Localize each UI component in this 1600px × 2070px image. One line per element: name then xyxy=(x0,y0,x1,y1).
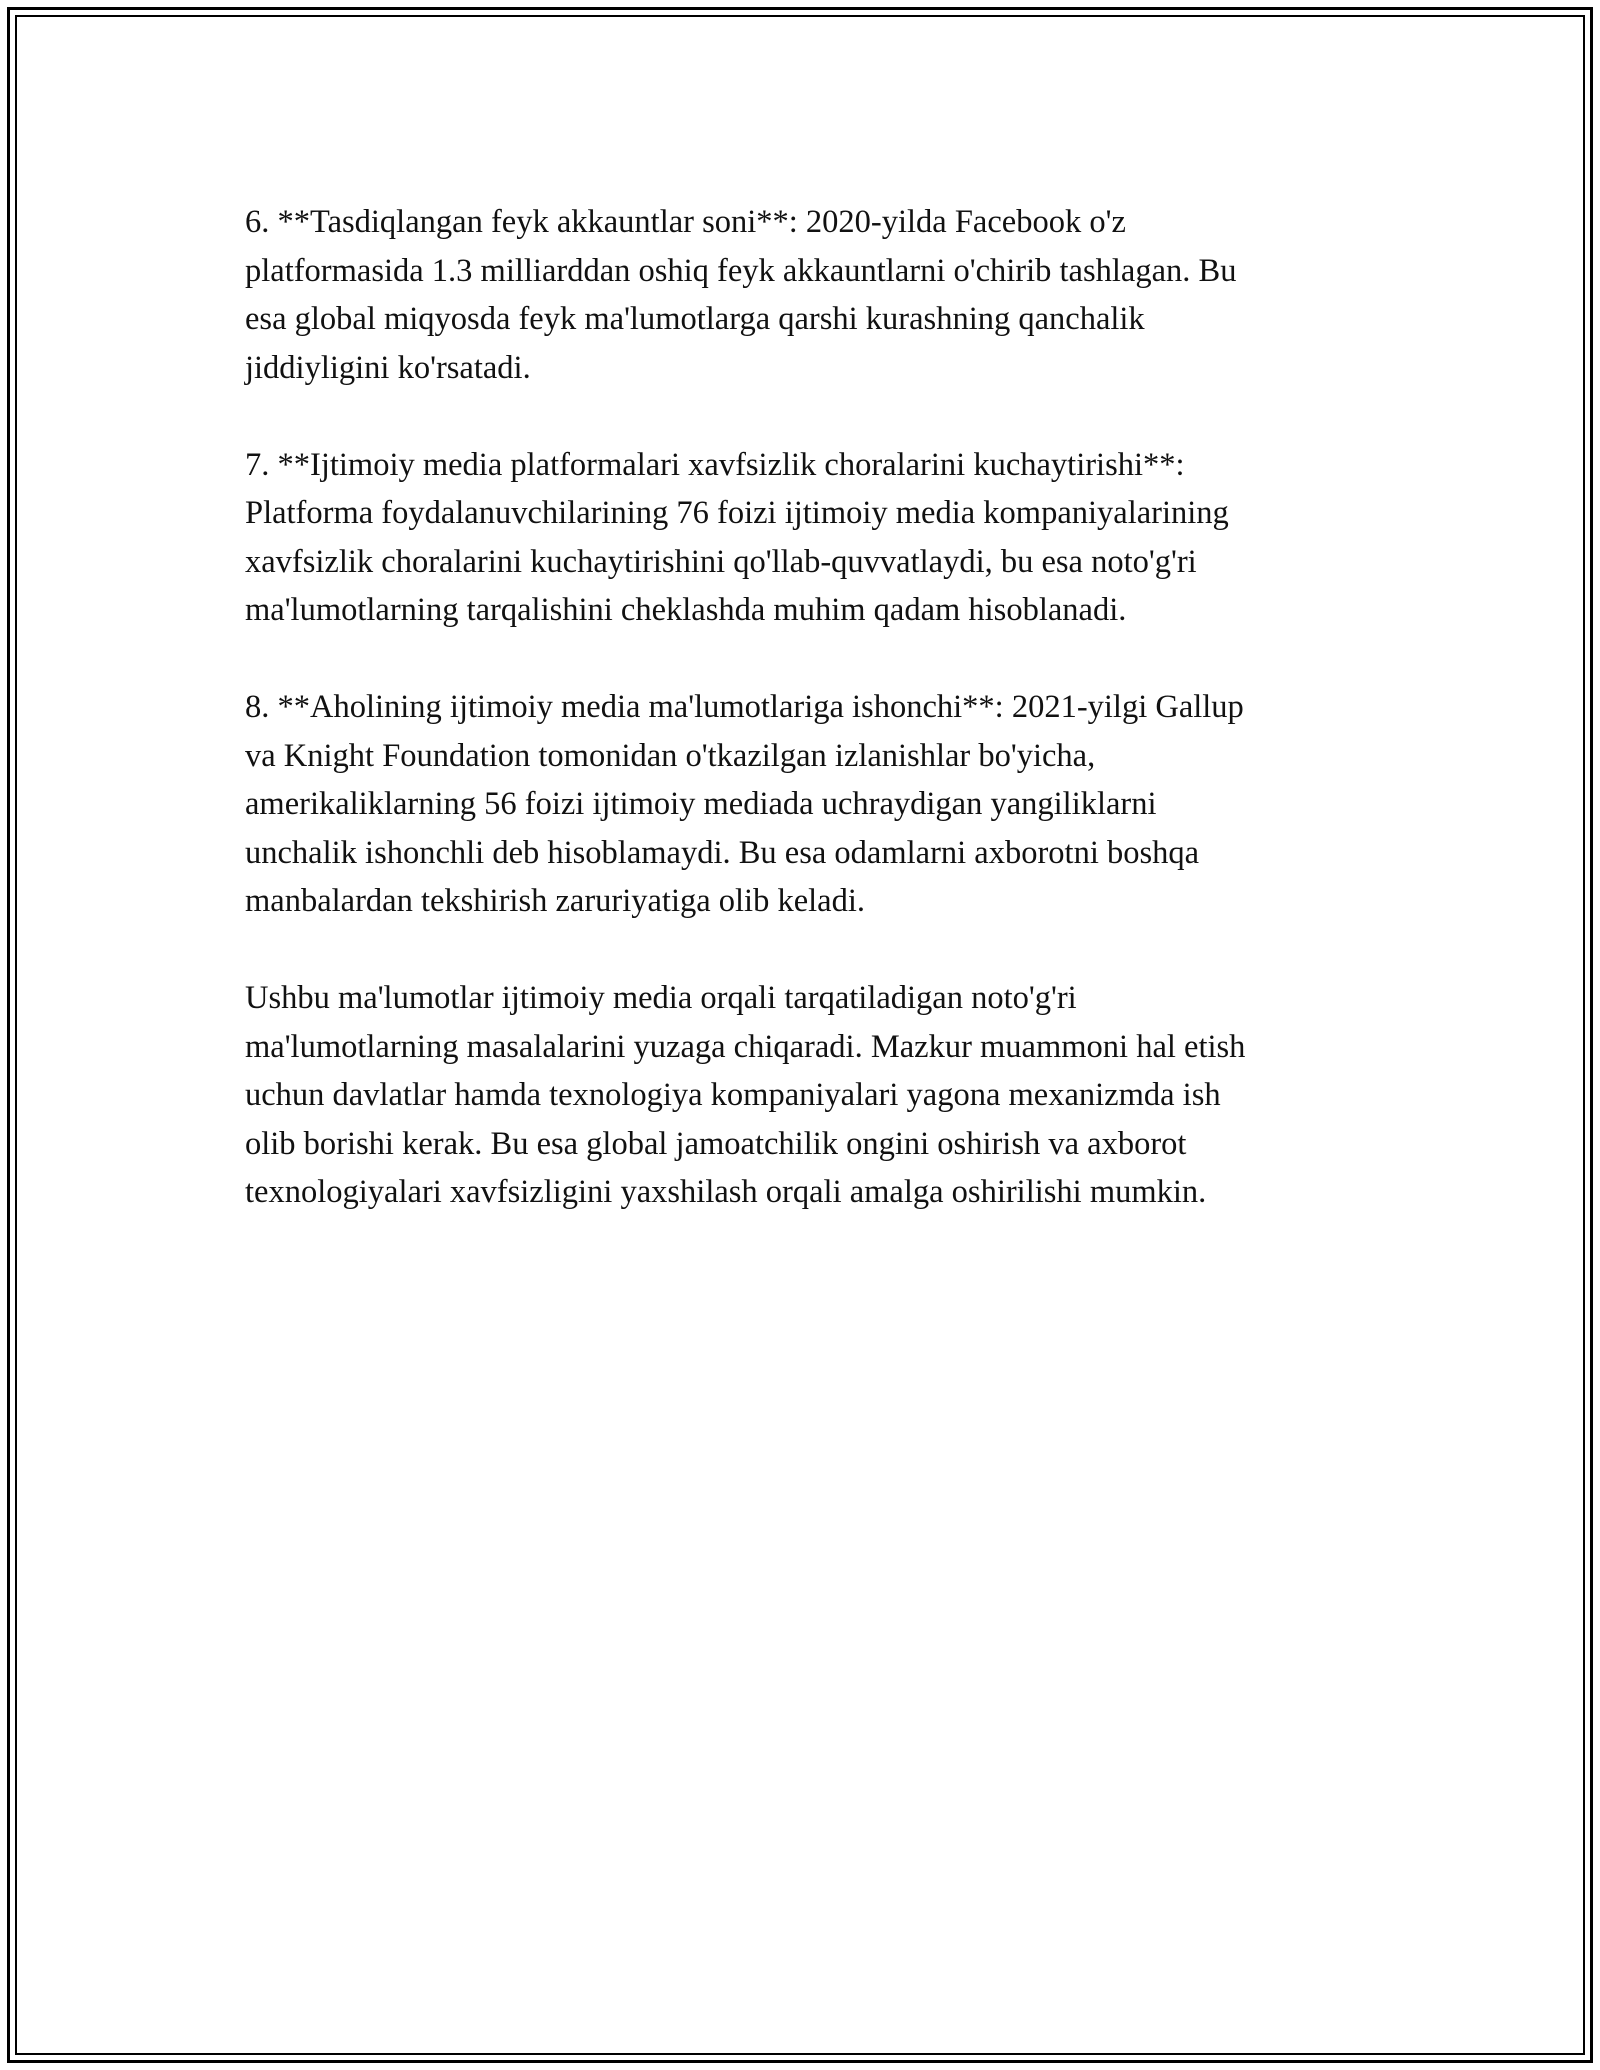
document-body xyxy=(245,198,1405,1265)
paragraph-item-8: 8. **Aholining ijtimoiy media ma'lumotlariga ishonchi**: 2021-yilgi Gallup va Knight Foundation tomonidan o'tkazilgan izlanishlar bo'yicha, amerikaliklarning 56 foizi ijtimoiy mediada uchraydigan yangiliklarni unchalik ishonchli deb hisoblamaydi. Bu esa odamlarni axborotni boshqa manbalardan tekshirish zaruriyatiga olib keladi. xyxy=(245,689,1244,919)
document-page xyxy=(7,7,1593,2063)
paragraph-item-7: 7. **Ijtimoiy media platformalari xavfsizlik choralarini kuchaytirishi**: Platforma foydalanuvchilarining 76 foizi ijtimoiy media kompaniyalarining xavfsizlik choralarini kuchaytirishini qo'llab-quvvatlaydi, bu esa noto'g'ri ma'lumotlarning tarqalishini cheklashda muhim qadam hisoblanadi. xyxy=(245,446,1229,628)
paragraph-conclusion: Ushbu ma'lumotlar ijtimoiy media orqali tarqatiladigan noto'g'ri ma'lumotlarning masalalarini yuzaga chiqaradi. Mazkur muammoni hal etish uchun davlatlar hamda texnologiya kompaniyalari yagona mexanizmda ish olib borishi kerak. Bu esa global jamoatchilik ongini oshirish va axborot texnologiyalari xavfsizligini yaxshilash orqali amalga oshirilishi mumkin. xyxy=(245,980,1246,1210)
paragraph-item-6: 6. **Tasdiqlangan feyk akkauntlar soni**: 2020-yilda Facebook o'z platformasida 1.3 milliarddan oshiq feyk akkauntlarni o'chirib tashlagan. Bu esa global miqyosda feyk ma'lumotlarga qarshi kurashning qanchalik jiddiyligini ko'rsatadi. xyxy=(245,204,1237,386)
